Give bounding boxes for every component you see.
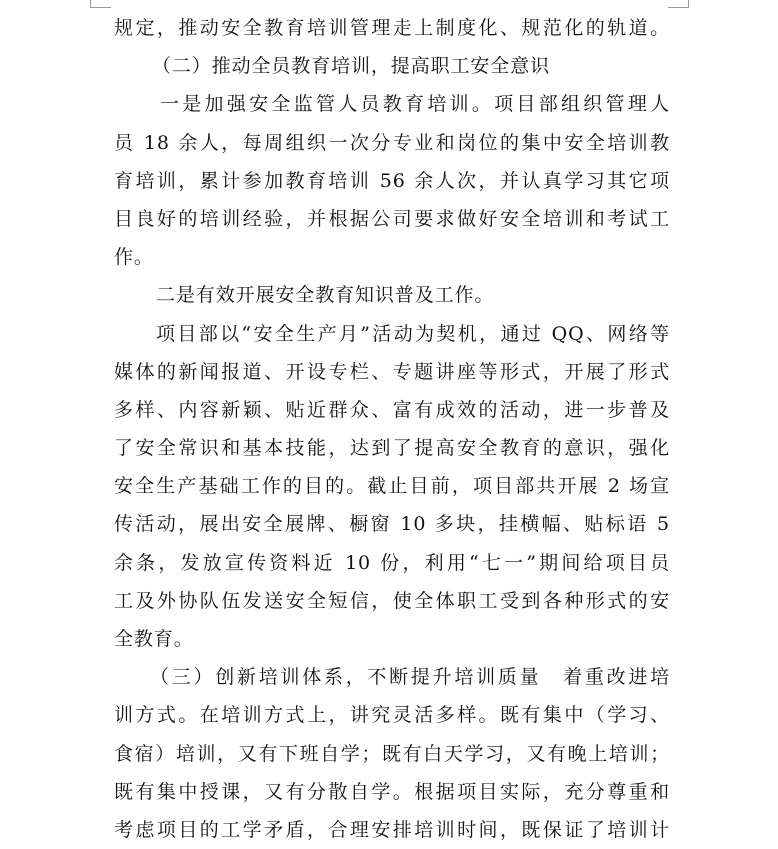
text-line: 既有集中授课，又有分散自学。根据项目实际，充分尊重和 — [114, 780, 670, 803]
text-line: 目良好的培训经验，并根据公司要求做好安全培训和考试工 — [114, 207, 670, 230]
text-line: 考虑项目的工学矛盾，合理安排培训时间，既保证了培训计 — [114, 818, 670, 841]
section-heading-3: （三）创新培训体系，不断提升培训质量 着重改进培 — [150, 666, 670, 689]
document-body — [114, 9, 670, 849]
section-heading-2: （二）推动全员教育培训，提高职工安全意识 — [152, 55, 551, 78]
text-line: 规定，推动安全教育培训管理走上制度化、规范化的轨道。 — [114, 17, 670, 39]
text-line: 传活动，展出安全展牌、橱窗 10 多块，挂横幅、贴标语 5 — [114, 513, 670, 536]
text-line: 工及外协队伍发送安全短信，使全体职工受到各种形式的安 — [114, 589, 670, 612]
crop-mark-left — [90, 0, 111, 8]
text-line: 育培训，累计参加教育培训 56 余人次，并认真学习其它项 — [114, 169, 670, 192]
text-line: 员 18 余人，每周组织一次分专业和岗位的集中安全培训教 — [114, 131, 670, 154]
text-line: 全教育。 — [114, 628, 194, 650]
text-line: 了安全常识和基本技能，达到了提高安全教育的意识，强化 — [114, 437, 670, 460]
text-line: 二是有效开展安全教育知识普及工作。 — [156, 284, 495, 307]
text-line: 安全生产基础工作的目的。截止目前，项目部共开展 2 场宣 — [114, 475, 670, 498]
text-line: 作。 — [114, 246, 154, 269]
text-line: 项目部以“安全生产月”活动为契机，通过 QQ、网络等 — [156, 322, 670, 345]
text-line: 余条，发放宣传资料近 10 份，利用“七一”期间给项目员 — [114, 551, 670, 574]
text-line: 训方式。在培训方式上，讲究灵活多样。既有集中（学习、 — [114, 704, 670, 727]
text-line: 一是加强安全监管人员教育培训。项目部组织管理人 — [160, 93, 670, 116]
text-line: 多样、内容新颖、贴近群众、富有成效的活动，进一步普及 — [114, 398, 670, 421]
text-line: 食宿）培训，又有下班自学；既有白天学习，又有晚上培训； — [114, 742, 670, 765]
text-line: 媒体的新闻报道、开设专栏、专题讲座等形式，开展了形式 — [114, 360, 670, 383]
crop-mark-right — [668, 0, 689, 8]
